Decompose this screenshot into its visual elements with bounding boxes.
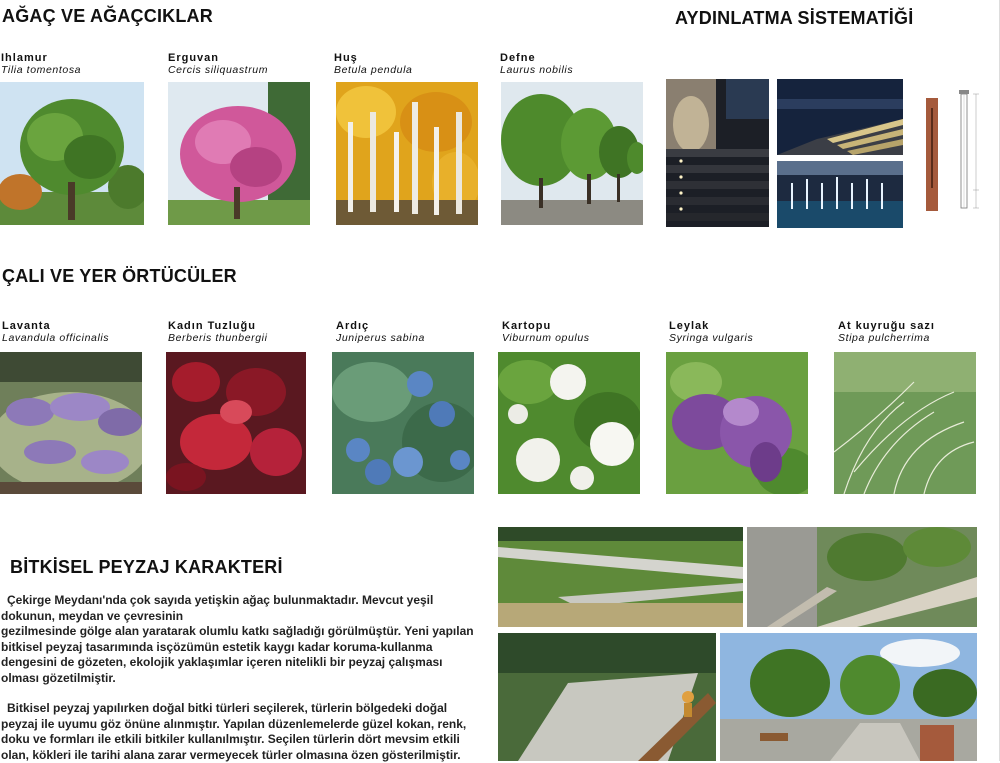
plant-latin-name: Betula pendula xyxy=(334,64,412,76)
leylak-photo xyxy=(666,352,808,494)
hus-photo xyxy=(336,82,478,225)
stair-lighting-photo xyxy=(666,79,769,227)
bollard-drawing xyxy=(956,90,984,212)
paragraph-2-line-2: peyzaj ile uyumu göz önüne alınmıştır. Yapılan düzenlemelerde güzel kokan, renk, xyxy=(1,717,493,733)
trees-section-title: AĞAÇ VE AĞAÇCIKLAR xyxy=(2,6,213,27)
tree-label-defne xyxy=(500,52,573,76)
paragraph-1-line-3: gezilmesinde gölge alan yaratarak olumlu katkı sağladığı görülmüştür. Yeni yapılan xyxy=(1,624,493,640)
defne-photo xyxy=(501,82,643,225)
paragraph-1-line-1: Çekirge Meydanı'nda çok sayıda yetişkin ağaç bulunmaktadır. Mevcut yeşil xyxy=(1,593,493,609)
plant-latin-name: Syringa vulgaris xyxy=(669,332,753,344)
paragraph-1-line-2: dokunun, meydan ve çevresinin xyxy=(1,609,493,625)
shrub-label-at-kuyrugu-sazi xyxy=(838,320,935,344)
lavanta-photo xyxy=(0,352,142,494)
amphitheatre-lighting-photo xyxy=(777,79,903,155)
plant-latin-name: Stipa pulcherrima xyxy=(838,332,935,344)
paragraph-1-line-6: olması gözetilmiştir. xyxy=(1,671,493,687)
paragraph-1-line-4: bitkisel peyzaj tasarımında isçözümün estetik kaygı kadar koruma-kullanma xyxy=(1,640,493,656)
plant-latin-name: Cercis siliquastrum xyxy=(168,64,268,76)
meadow-path-photo xyxy=(498,527,743,627)
ardic-photo xyxy=(332,352,474,494)
plant-common-name: Erguvan xyxy=(168,52,268,64)
plant-latin-name: Juniperus sabina xyxy=(336,332,425,344)
erguvan-photo xyxy=(168,82,310,225)
plant-common-name: Kadın Tuzluğu xyxy=(168,320,268,332)
paragraph-spacer xyxy=(1,686,493,701)
seating-deck-photo xyxy=(498,633,716,761)
paragraph-1-line-5: dengesini de gözeten, ekolojik yaklaşımlar içeren nitelikli bir peyzaj çalışması xyxy=(1,655,493,671)
shrubs-section-title: ÇALI VE YER ÖRTÜCÜLER xyxy=(2,266,237,287)
at-kuyrugu-sazi-photo xyxy=(834,352,976,494)
paragraph-2-line-1: Bitkisel peyzaj yapılırken doğal bitki türleri seçilerek, türlerin bölgedeki doğal xyxy=(1,701,493,717)
park-promenade-photo xyxy=(720,633,977,761)
shrub-label-leylak xyxy=(669,320,753,344)
character-description xyxy=(1,593,493,763)
shrub-label-kartopu xyxy=(502,320,590,344)
tree-label-ihlamur xyxy=(1,52,81,76)
ihlamur-photo xyxy=(0,82,144,225)
plant-common-name: Kartopu xyxy=(502,320,590,332)
kartopu-photo xyxy=(498,352,640,494)
terrace-garden-photo xyxy=(747,527,977,627)
paragraph-2-line-4: olan, kökleri ile tarihi alana zarar vermeyecek türler olmasına özen gösterilmiştir. xyxy=(1,748,493,763)
tree-label-hus xyxy=(334,52,412,76)
fountain-lighting-photo xyxy=(777,161,903,228)
character-section-title: BİTKİSEL PEYZAJ KARAKTERİ xyxy=(10,557,283,578)
plant-common-name: Defne xyxy=(500,52,573,64)
plant-common-name: Lavanta xyxy=(2,320,109,332)
tree-label-erguvan xyxy=(168,52,268,76)
plant-latin-name: Viburnum opulus xyxy=(502,332,590,344)
plant-latin-name: Lavandula officinalis xyxy=(2,332,109,344)
shrub-label-lavanta xyxy=(2,320,109,344)
paragraph-2-line-3: doku ve formları ile etkili bitkiler kullanılmıştır. Seçilen türlerin dört mevsim etkili xyxy=(1,732,493,748)
plant-latin-name: Berberis thunbergii xyxy=(168,332,268,344)
plant-common-name: Ihlamur xyxy=(1,52,81,64)
plant-common-name: At kuyruğu sazı xyxy=(838,320,935,332)
plant-common-name: Huş xyxy=(334,52,412,64)
plant-latin-name: Laurus nobilis xyxy=(500,64,573,76)
lighting-section-title: AYDINLATMA SİSTEMATİĞİ xyxy=(675,8,913,29)
shrub-label-kadin-tuzlugu xyxy=(168,320,268,344)
kadin-tuzlugu-photo xyxy=(166,352,306,494)
bollard-light-image xyxy=(926,98,938,211)
plant-latin-name: Tilia tomentosa xyxy=(1,64,81,76)
plant-common-name: Ardıç xyxy=(336,320,425,332)
plant-common-name: Leylak xyxy=(669,320,753,332)
shrub-label-ardic xyxy=(336,320,425,344)
